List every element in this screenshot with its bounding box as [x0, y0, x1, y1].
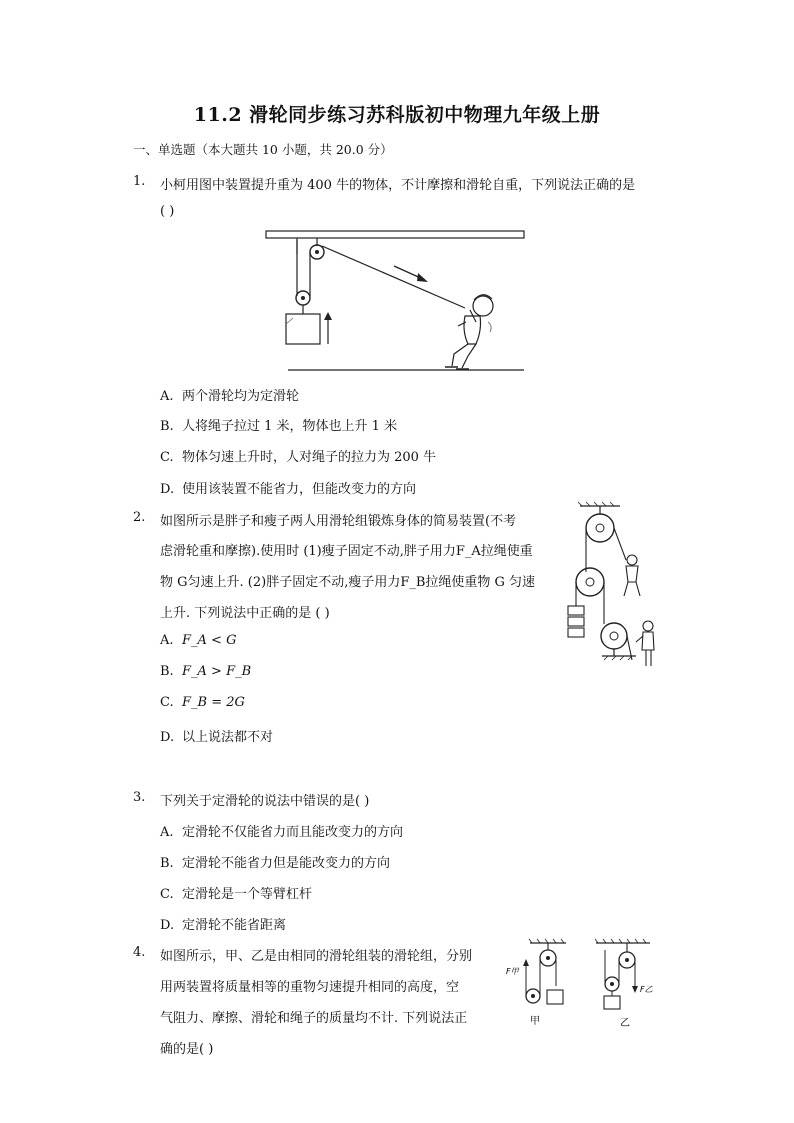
- question-1-stem-line-1: 小柯用图中装置提升重为 400 牛的物体，不计摩擦和滑轮自重，下列说法正确的是: [160, 178, 636, 193]
- figure-4-force-right: F乙: [640, 985, 653, 994]
- question-2-stem-line-3: 物 G匀速上升. (2)胖子固定不动,瘦子用力F_B拉绳使重物 G 匀速: [160, 575, 536, 590]
- question-1-option-a: A. 两个滑轮均为定滑轮: [160, 389, 300, 404]
- question-4-number: 4.: [133, 945, 146, 960]
- question-4-stem-line-3: 气阻力、摩擦、滑轮和绳子的质量均不计. 下列说法正: [160, 1011, 468, 1026]
- question-1-option-d: D. 使用该装置不能省力，但能改变力的方向: [160, 482, 417, 497]
- question-1-stem-line-2: ( ): [160, 204, 175, 219]
- question-2-number: 2.: [133, 510, 146, 525]
- question-2-stem-line-1: 如图所示是胖子和瘦子两人用滑轮组锻炼身体的简易装置(不考: [160, 514, 517, 529]
- figure-4-force-left: F甲: [506, 967, 519, 976]
- question-3-stem-line-1: 下列关于定滑轮的说法中错误的是( ): [160, 794, 370, 809]
- question-2-option-c: C. F_B = 2G: [160, 695, 245, 710]
- figure-4-label-right: 乙: [620, 1018, 630, 1029]
- page-title: 11.2 滑轮同步练习苏科版初中物理九年级上册: [193, 104, 601, 126]
- section-heading: 一、单选题（本大题共 10 小题，共 20.0 分）: [133, 142, 393, 157]
- question-3-number: 3.: [133, 790, 146, 805]
- question-3-option-a: A. 定滑轮不仅能省力而且能改变力的方向: [160, 825, 404, 840]
- question-3-option-c: C. 定滑轮是一个等臂杠杆: [160, 887, 313, 902]
- question-2-stem-line-2: 虑滑轮重和摩擦).使用时 (1)瘦子固定不动,胖子用力F_A拉绳使重: [160, 544, 533, 559]
- question-4-stem-line-2: 用两装置将质量相等的重物匀速提升相同的高度，空: [160, 980, 460, 995]
- question-1-number: 1.: [133, 174, 146, 189]
- question-1-option-c: C. 物体匀速上升时，人对绳子的拉力为 200 牛: [160, 450, 437, 465]
- question-1-figure: [262, 226, 528, 376]
- question-2-stem-line-4: 上升. 下列说法中正确的是 ( ): [160, 606, 330, 621]
- question-3-option-b: B. 定滑轮不能省力但是能改变力的方向: [160, 856, 391, 871]
- figure-4-label-left: 甲: [530, 1016, 540, 1027]
- question-4-stem-line-4: 确的是( ): [160, 1042, 214, 1057]
- question-2-figure: [562, 500, 672, 670]
- question-4-stem-line-1: 如图所示，甲、乙是由相同的滑轮组装的滑轮组，分别: [160, 949, 473, 964]
- question-2-option-a: A. F_A < G: [160, 633, 237, 648]
- question-2-option-d: D. 以上说法都不对: [160, 730, 274, 745]
- question-4-figure: [500, 936, 670, 1030]
- question-2-option-b: B. F_A > F_B: [160, 664, 252, 679]
- question-1-option-b: B. 人将绳子拉过 1 米，物体也上升 1 米: [160, 419, 398, 434]
- question-3-option-d: D. 定滑轮不能省距离: [160, 918, 287, 933]
